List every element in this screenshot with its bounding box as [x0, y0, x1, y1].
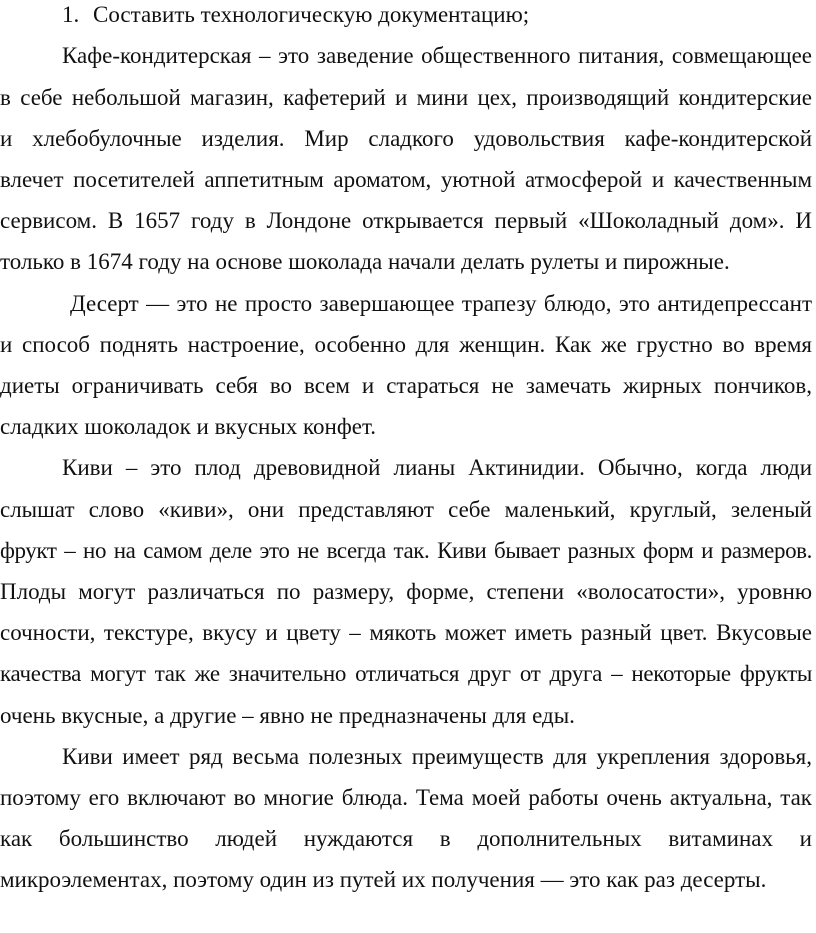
list-text: Составить технологическую документацию; [93, 2, 530, 27]
paragraph-3-line-1: Киви – это плод древовидной лианы Актинидии. Обычно, когда люди [62, 455, 812, 480]
list-item [62, 0, 529, 30]
paragraph-4-line-3: как большинство людей нуждаются в дополнительных витаминах и [0, 826, 812, 851]
paragraph-1-line-2: в себе небольшой магазин, кафетерий и мини цех, производящий кондитерские [0, 85, 812, 110]
paragraph-1-line-1: Кафе-кондитерская – это заведение общественного питания, совмещающее [62, 43, 812, 68]
paragraph-2-line-2: и способ поднять настроение, особенно для женщин. Как же грустно во время [0, 332, 812, 357]
paragraph-3-line-7: очень вкусные, а другие – явно не предназначены для еды. [0, 703, 575, 728]
paragraph-1-line-4: влечет посетителей аппетитным ароматом, уютной атмосферой и качественным [0, 167, 812, 192]
paragraph-2-line-1: Десерт — это не просто завершающее трапезу блюдо, это антидепрессант [70, 291, 812, 316]
paragraph-4-line-1: Киви имеет ряд весьма полезных преимуществ для укрепления здоровья, [62, 744, 812, 769]
paragraph-3-line-2: слышат слово «киви», они представляют себе маленький, круглый, зеленый [0, 497, 812, 522]
paragraph-4-line-4: микроэлементах, поэтому один из путей их получения — это как раз десерты. [0, 867, 767, 892]
paragraph-3-line-6: качества могут так же значительно отличаться друг от друга – некоторые фрукты [0, 661, 812, 686]
paragraph-3-line-4: Плоды могут различаться по размеру, форме, степени «волосатости», уровню [0, 579, 812, 604]
paragraph-1-line-6: только в 1674 году на основе шоколада начали делать рулеты и пирожные. [0, 249, 730, 274]
paragraph-1-line-5: сервисом. В 1657 году в Лондоне открывается первый «Шоколадный дом». И [0, 208, 812, 233]
paragraph-1-line-3: и хлебобулочные изделия. Мир сладкого удовольствия кафе-кондитерской [0, 126, 812, 151]
paragraph-3-line-3: фрукт – но на самом деле это не всегда так. Киви бывает разных форм и размеров. [0, 538, 812, 563]
paragraph-2-line-4: сладких шоколадок и вкусных конфет. [0, 414, 377, 439]
paragraph-3-line-5: сочности, текстуре, вкусу и цвету – мякоть может иметь разный цвет. Вкусовые [0, 620, 812, 645]
paragraph-2-line-3: диеты ограничивать себя во всем и стараться не замечать жирных пончиков, [0, 373, 812, 398]
paragraph-4-line-2: поэтому его включают во многие блюда. Тема моей работы очень актуальна, так [0, 785, 812, 810]
list-number: 1. [62, 2, 80, 27]
